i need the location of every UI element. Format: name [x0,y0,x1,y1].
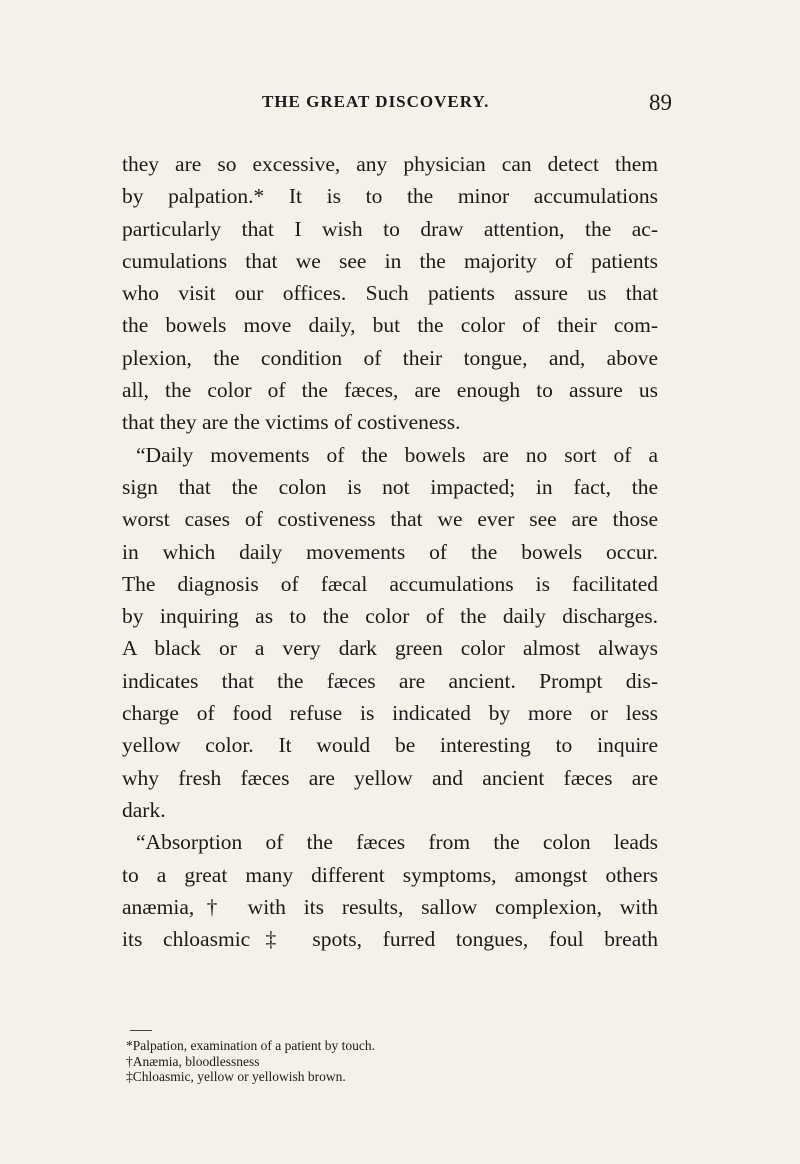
text-line: yellow color. It would be interesting to inquire [122,733,658,758]
running-title: THE GREAT DISCOVERY. [262,92,490,111]
page-number: 89 [649,90,672,115]
text-line: cumulations that we see in the majority of patients [122,248,658,273]
text-line: dark. [122,797,166,822]
footnote-palpation: *Palpation, examination of a patient by touch. [126,1038,375,1053]
text-line: “Absorption of the fæces from the colon leads [136,830,658,855]
body-text [122,148,658,955]
text-line: who visit our offices. Such patients assure us that [122,281,658,306]
text-line: A black or a very dark green color almost always [122,636,658,661]
text-line: its chloasmic‡ spots, furred tongues, foul breath [122,927,658,952]
text-line: anæmia,† with its results, sallow complexion, with [122,894,658,919]
text-line: why fresh fæces are yellow and ancient fæces are [122,765,658,790]
text-line: worst cases of costiveness that we ever see are those [122,507,658,532]
footnote-chloasmic: ‡Chloasmic, yellow or yellowish brown. [126,1069,346,1084]
text-line: they are so excessive, any physician can detect them [122,152,658,176]
text-line: by palpation.* It is to the minor accumulations [122,184,658,209]
text-line: indicates that the fæces are ancient. Prompt dis- [122,668,658,693]
footnotes [126,1038,646,1085]
page-header [262,92,672,122]
text-line: that they are the victims of costiveness. [122,410,461,435]
text-line: plexion, the condition of their tongue, and, above [122,345,658,370]
text-line: the bowels move daily, but the color of their com- [122,313,658,338]
footnote-divider [130,1030,152,1031]
text-line: charge of food refuse is indicated by more or less [122,701,658,726]
text-line: to a great many different symptoms, amongst others [122,862,658,887]
text-line: “Daily movements of the bowels are no sort of a [136,442,658,467]
footnote-anaemia: †Anæmia, bloodlessness [126,1053,260,1069]
text-line: sign that the colon is not impacted; in fact, the [122,474,658,499]
text-line: in which daily movements of the bowels occur. [122,539,658,564]
text-line: by inquiring as to the color of the daily discharges. [122,604,658,629]
text-line: particularly that I wish to draw attention, the ac- [122,216,658,241]
text-line: The diagnosis of fæcal accumulations is facilitated [122,571,658,596]
text-line: all, the color of the fæces, are enough to assure us [122,378,658,403]
